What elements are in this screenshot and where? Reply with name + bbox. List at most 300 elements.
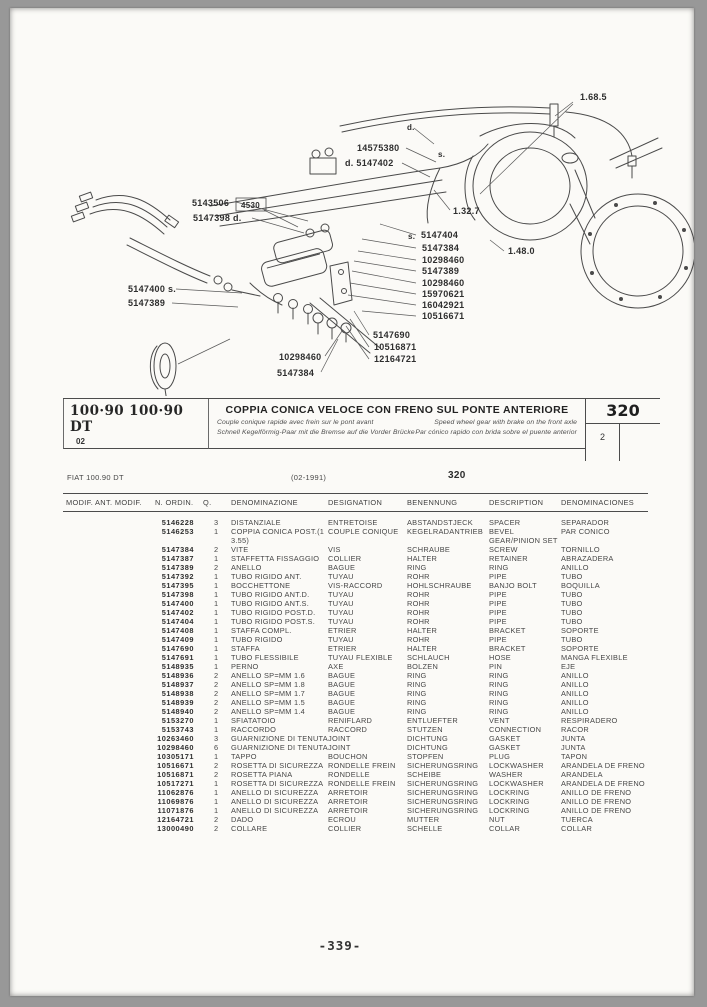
- col-q: 1: [214, 599, 219, 608]
- page-title: COPPIA CONICA VELOCE CON FRENO SUL PONTE ANTERIORE: [225, 404, 569, 416]
- col-denominaciones: ANILLO DE FRENO: [561, 806, 632, 815]
- col-designation: ARRETOIR: [328, 797, 369, 806]
- col-q: 2: [214, 815, 219, 824]
- col-designation: RACCORD: [328, 725, 368, 734]
- col-denominazione: COPPIA CONICA POST.(1 3.55): [231, 527, 325, 545]
- section-cell: [585, 399, 660, 461]
- table-row: [63, 635, 648, 644]
- col-denominaciones: EJE: [561, 662, 576, 671]
- col-description: PIPE: [489, 635, 507, 644]
- table-row: [63, 590, 648, 599]
- col-n-ordin: 10516871: [157, 770, 194, 779]
- col-q: 1: [214, 581, 219, 590]
- col-n-ordin: 5148940: [161, 707, 194, 716]
- col-ant-modif: [95, 608, 155, 617]
- diagram-part-label: s.: [408, 232, 416, 241]
- col-denominaciones: SEPARADOR: [561, 518, 610, 527]
- table-row: [63, 752, 648, 761]
- col-benennung: RING: [407, 671, 427, 680]
- col-q: 1: [214, 572, 219, 581]
- col-designation: BAGUE: [328, 563, 356, 572]
- col-benennung: ROHR: [407, 635, 430, 644]
- col-n-ordin: 5147409: [161, 635, 194, 644]
- col-ant-modif: [95, 716, 155, 725]
- table-row: [63, 779, 648, 788]
- col-q: 2: [214, 824, 219, 833]
- col-modif: [63, 698, 95, 707]
- col-q: 2: [214, 545, 219, 554]
- diagram-part-label: 5147389: [128, 298, 166, 308]
- col-modif: [63, 815, 95, 824]
- col-q: 2: [214, 689, 219, 698]
- diagram-part-label: 5147690: [373, 330, 411, 340]
- col-denominazione: GUARNIZIONE DI TENUTA: [231, 734, 328, 743]
- col-n-ordin: 5148936: [161, 671, 194, 680]
- col-description: LOCKWASHER: [489, 761, 544, 770]
- col-q: 2: [214, 680, 219, 689]
- col-n-ordin: 5148935: [161, 662, 194, 671]
- col-designation: TUYAU: [328, 608, 354, 617]
- diagram-part-label: d.: [407, 123, 415, 132]
- col-description: GASKET: [489, 734, 521, 743]
- col-benennung: BOLZEN: [407, 662, 439, 671]
- column-header-modif: MODIF.: [66, 498, 94, 507]
- table-row: [63, 806, 648, 815]
- col-denominaciones: TUERCA: [561, 815, 593, 824]
- col-n-ordin: 5147404: [161, 617, 194, 626]
- col-benennung: RING: [407, 680, 427, 689]
- col-modif: [63, 824, 95, 833]
- col-benennung: SCHELLE: [407, 824, 443, 833]
- col-description: VENT: [489, 716, 510, 725]
- col-designation: JOINT: [328, 734, 351, 743]
- col-denominazione: TUBO RIGIDO: [231, 635, 283, 644]
- col-ant-modif: [95, 743, 155, 752]
- col-denominaciones: RESPIRADERO: [561, 716, 618, 725]
- col-description: PIPE: [489, 608, 507, 617]
- col-denominaciones: TORNILLO: [561, 545, 600, 554]
- col-denominazione: ANELLO SP=MM 1.7: [231, 689, 306, 698]
- parts-table-body: [63, 518, 648, 833]
- col-modif: [63, 752, 95, 761]
- col-description: RETAINER: [489, 554, 528, 563]
- col-benennung: SICHERUNGSRING: [407, 779, 479, 788]
- col-description: CONNECTION: [489, 725, 542, 734]
- col-ant-modif: [95, 725, 155, 734]
- col-denominazione: ROSETTA DI SICUREZZA: [231, 761, 324, 770]
- col-n-ordin: 10263460: [157, 734, 194, 743]
- diagram-part-label: 12164721: [374, 354, 417, 364]
- col-q: 1: [214, 590, 219, 599]
- diagram-part-label: 1.32.7: [453, 206, 480, 216]
- col-ant-modif: [95, 626, 155, 635]
- col-denominaciones: ANILLO: [561, 698, 589, 707]
- col-description: PIPE: [489, 572, 507, 581]
- col-denominazione: PERNO: [231, 662, 259, 671]
- col-benennung: RING: [407, 689, 427, 698]
- col-benennung: ROHR: [407, 617, 430, 626]
- col-ant-modif: [95, 653, 155, 662]
- col-modif: [63, 725, 95, 734]
- col-description: PLUG: [489, 752, 511, 761]
- col-description: GASKET: [489, 743, 521, 752]
- col-q: 1: [214, 626, 219, 635]
- col-n-ordin: 5147384: [161, 545, 194, 554]
- table-row: [63, 815, 648, 824]
- col-ant-modif: [95, 689, 155, 698]
- col-denominazione: TAPPO: [231, 752, 257, 761]
- col-designation: ARRETOIR: [328, 806, 369, 815]
- table-row: [63, 581, 648, 590]
- col-denominazione: TUBO FLESSIBILE: [231, 653, 299, 662]
- col-ant-modif: [95, 581, 155, 590]
- col-denominaciones: TUBO: [561, 572, 583, 581]
- col-denominaciones: BOQUILLA: [561, 581, 600, 590]
- col-designation: BAGUE: [328, 671, 356, 680]
- parts-table: [63, 493, 648, 833]
- col-designation: ETRIER: [328, 626, 357, 635]
- column-header-designation: DESIGNATION: [328, 498, 383, 507]
- col-denominaciones: TUBO: [561, 635, 583, 644]
- col-denominazione: BOCCHETTONE: [231, 581, 291, 590]
- col-designation: VIS-RACCORD: [328, 581, 383, 590]
- parts-exploded-diagram: [10, 8, 694, 396]
- col-denominazione: SFIATATOIO: [231, 716, 276, 725]
- col-modif: [63, 644, 95, 653]
- col-ant-modif: [95, 761, 155, 770]
- col-denominaciones: COLLAR: [561, 824, 593, 833]
- table-row: [63, 617, 648, 626]
- model-codes: 100·90 100·90 DT: [70, 403, 184, 435]
- subtitle-french: Couple conique rapide avec frein sur le pont avant: [217, 419, 374, 426]
- subtitle-english: Speed wheel gear with brake on the front axle: [434, 419, 577, 426]
- col-modif: [63, 626, 95, 635]
- col-denominaciones: TUBO: [561, 617, 583, 626]
- table-row: [63, 554, 648, 563]
- col-benennung: MUTTER: [407, 815, 440, 824]
- diagram-part-label: 5147384: [422, 243, 460, 253]
- col-ant-modif: [95, 644, 155, 653]
- col-n-ordin: 10517271: [157, 779, 194, 788]
- col-modif: [63, 662, 95, 671]
- col-description: PIPE: [489, 617, 507, 626]
- col-n-ordin: 5147690: [161, 644, 194, 653]
- table-row: [63, 518, 648, 527]
- col-q: 1: [214, 662, 219, 671]
- col-benennung: ROHR: [407, 599, 430, 608]
- col-ant-modif: [95, 770, 155, 779]
- col-n-ordin: 12164721: [157, 815, 194, 824]
- diagram-part-label: 16042921: [422, 300, 465, 310]
- col-benennung: KEGELRADANTRIEB: [407, 527, 484, 536]
- col-q: 1: [214, 527, 219, 536]
- col-denominaciones: MANGA FLEXIBLE: [561, 653, 628, 662]
- col-q: 1: [214, 617, 219, 626]
- col-benennung: SICHERUNGSRING: [407, 806, 479, 815]
- col-benennung: HALTER: [407, 554, 438, 563]
- diagram-part-label: 5147384: [277, 368, 315, 378]
- col-benennung: STUTZEN: [407, 725, 443, 734]
- col-modif: [63, 635, 95, 644]
- col-benennung: SICHERUNGSRING: [407, 797, 479, 806]
- col-denominazione: STAFFETTA FISSAGGIO: [231, 554, 320, 563]
- col-designation: ARRETOIR: [328, 788, 369, 797]
- meta-section-number: 320: [448, 470, 466, 481]
- diagram-part-label: 5147398 d.: [193, 213, 242, 223]
- diagram-part-label: 1.68.5: [580, 92, 607, 102]
- col-n-ordin: 11069876: [157, 797, 194, 806]
- col-description: LOCKRING: [489, 797, 530, 806]
- col-denominazione: ANELLO SP=MM 1.6: [231, 671, 306, 680]
- table-row: [63, 563, 648, 572]
- col-n-ordin: 10516671: [157, 761, 194, 770]
- col-designation: TUYAU: [328, 599, 354, 608]
- col-designation: COLLIER: [328, 824, 362, 833]
- col-description: LOCKWASHER: [489, 779, 544, 788]
- col-benennung: DICHTUNG: [407, 743, 449, 752]
- col-ant-modif: [95, 554, 155, 563]
- column-header-description: DESCRIPTION: [489, 498, 544, 507]
- table-row: [63, 788, 648, 797]
- col-benennung: SICHERUNGSRING: [407, 788, 479, 797]
- col-modif: [63, 689, 95, 698]
- col-benennung: RING: [407, 698, 427, 707]
- col-ant-modif: [95, 752, 155, 761]
- col-benennung: RING: [407, 707, 427, 716]
- col-ant-modif: [95, 680, 155, 689]
- table-meta: [63, 470, 660, 485]
- col-modif: [63, 680, 95, 689]
- col-designation: ECROU: [328, 815, 356, 824]
- col-benennung: ROHR: [407, 572, 430, 581]
- col-modif: [63, 527, 95, 545]
- col-n-ordin: 5147395: [161, 581, 194, 590]
- col-n-ordin: 5147400: [161, 599, 194, 608]
- col-n-ordin: 5146228: [161, 518, 194, 527]
- col-denominaciones: ANILLO: [561, 680, 589, 689]
- table-row: [63, 761, 648, 770]
- table-row: [63, 653, 648, 662]
- col-benennung: HALTER: [407, 626, 438, 635]
- col-designation: TUYAU: [328, 635, 354, 644]
- col-denominazione: STAFFA: [231, 644, 260, 653]
- table-row: [63, 716, 648, 725]
- col-ant-modif: [95, 788, 155, 797]
- column-header-denominazione: DENOMINAZIONE: [231, 498, 298, 507]
- column-header-q: Q.: [203, 498, 212, 507]
- col-designation: AXE: [328, 662, 344, 671]
- col-ant-modif: [95, 824, 155, 833]
- col-description: BRACKET: [489, 626, 526, 635]
- col-q: 1: [214, 797, 219, 806]
- col-modif: [63, 716, 95, 725]
- col-denominaciones: ANILLO DE FRENO: [561, 797, 632, 806]
- col-description: PIPE: [489, 599, 507, 608]
- table-row: [63, 689, 648, 698]
- catalog-page: [10, 8, 694, 996]
- table-row: [63, 644, 648, 653]
- col-benennung: SICHERUNGSRING: [407, 761, 479, 770]
- col-denominazione: ANELLO DI SICUREZZA: [231, 788, 319, 797]
- col-denominaciones: ANILLO: [561, 563, 589, 572]
- col-n-ordin: 5147392: [161, 572, 194, 581]
- col-n-ordin: 10305171: [157, 752, 194, 761]
- col-denominazione: STAFFA COMPL.: [231, 626, 292, 635]
- col-description: RING: [489, 689, 509, 698]
- col-modif: [63, 545, 95, 554]
- diagram-part-label: 5143506: [192, 198, 230, 208]
- meta-date-code: (02-1991): [291, 473, 327, 482]
- col-modif: [63, 770, 95, 779]
- diagram-part-label: 1.48.0: [508, 246, 535, 256]
- col-n-ordin: 5148937: [161, 680, 194, 689]
- col-description: NUT: [489, 815, 505, 824]
- col-n-ordin: 5153270: [161, 716, 194, 725]
- diagram-part-label: 10298460: [279, 352, 322, 362]
- col-ant-modif: [95, 707, 155, 716]
- col-modif: [63, 797, 95, 806]
- col-designation: BAGUE: [328, 689, 356, 698]
- col-n-ordin: 11062876: [157, 788, 194, 797]
- front-axle-drawing: [465, 124, 694, 309]
- col-ant-modif: [95, 599, 155, 608]
- col-ant-modif: [95, 635, 155, 644]
- col-benennung: DICHTUNG: [407, 734, 449, 743]
- col-denominaciones: TAPON: [561, 752, 588, 761]
- col-ant-modif: [95, 572, 155, 581]
- col-denominaciones: ARANDELA DE FRENO: [561, 779, 645, 788]
- col-description: RING: [489, 707, 509, 716]
- table-row: [63, 671, 648, 680]
- column-header-benennung: BENENNUNG: [407, 498, 458, 507]
- col-benennung: SCHRAUBE: [407, 545, 451, 554]
- col-designation: ETRIER: [328, 644, 357, 653]
- master-cylinder-drawing: [250, 224, 352, 324]
- col-description: LOCKRING: [489, 806, 530, 815]
- col-designation: RONDELLE FREIN: [328, 761, 396, 770]
- table-row: [63, 527, 648, 545]
- col-designation: RONDELLE: [328, 770, 370, 779]
- col-description: LOCKRING: [489, 788, 530, 797]
- parts-table-header: [63, 493, 648, 512]
- col-designation: BAGUE: [328, 707, 356, 716]
- col-ant-modif: [95, 806, 155, 815]
- col-denominazione: TUBO RIGIDO ANT.S.: [231, 599, 310, 608]
- col-ant-modif: [95, 662, 155, 671]
- col-description: RING: [489, 563, 509, 572]
- table-row: [63, 797, 648, 806]
- diagram-part-label: 10298460: [422, 255, 465, 265]
- col-denominazione: DADO: [231, 815, 254, 824]
- col-designation: BOUCHON: [328, 752, 368, 761]
- col-description: BRACKET: [489, 644, 526, 653]
- col-n-ordin: 13000490: [157, 824, 194, 833]
- column-header-n-ordin: N. ORDIN.: [155, 498, 194, 507]
- col-denominazione: ANELLO: [231, 563, 262, 572]
- col-n-ordin: 5148938: [161, 689, 194, 698]
- table-row: [63, 608, 648, 617]
- col-q: 2: [214, 707, 219, 716]
- col-description: SPACER: [489, 518, 521, 527]
- diagram-part-label: d. 5147402: [345, 158, 394, 168]
- col-ant-modif: [95, 671, 155, 680]
- col-designation: COUPLE CONIQUE: [328, 527, 399, 536]
- col-modif: [63, 707, 95, 716]
- table-row: [63, 824, 648, 833]
- col-modif: [63, 563, 95, 572]
- col-ant-modif: [95, 815, 155, 824]
- col-q: 6: [214, 743, 219, 752]
- col-designation: ENTRETOISE: [328, 518, 378, 527]
- col-designation: BAGUE: [328, 680, 356, 689]
- col-designation: TUYAU: [328, 572, 354, 581]
- table-row: [63, 725, 648, 734]
- col-q: 1: [214, 716, 219, 725]
- col-q: 2: [214, 698, 219, 707]
- col-q: 1: [214, 608, 219, 617]
- col-n-ordin: 5148939: [161, 698, 194, 707]
- col-ant-modif: [95, 527, 155, 545]
- col-denominaciones: JUNTA: [561, 734, 586, 743]
- col-ant-modif: [95, 590, 155, 599]
- col-q: 1: [214, 725, 219, 734]
- col-modif: [63, 671, 95, 680]
- diagram-part-label: s.: [438, 150, 446, 159]
- unions-and-pins-drawing: [310, 298, 380, 353]
- col-denominazione: RACCORDO: [231, 725, 277, 734]
- col-description: COLLAR: [489, 824, 521, 833]
- col-q: 2: [214, 563, 219, 572]
- diagram-part-label: 14575380: [357, 143, 400, 153]
- col-n-ordin: 5147387: [161, 554, 194, 563]
- col-n-ordin: 5147398: [161, 590, 194, 599]
- diagram-part-label: 4530: [241, 201, 260, 210]
- col-designation: TUYAU: [328, 590, 354, 599]
- page-number: -339-: [318, 938, 362, 953]
- col-designation: TUYAU FLEXIBLE: [328, 653, 393, 662]
- col-n-ordin: 10298460: [157, 743, 194, 752]
- col-description: BANJO BOLT: [489, 581, 537, 590]
- col-modif: [63, 779, 95, 788]
- col-benennung: RING: [407, 563, 427, 572]
- table-row: [63, 572, 648, 581]
- col-ant-modif: [95, 545, 155, 554]
- col-modif: [63, 761, 95, 770]
- col-denominaciones: TUBO: [561, 590, 583, 599]
- col-denominaciones: RACOR: [561, 725, 589, 734]
- col-denominaciones: SOPORTE: [561, 644, 599, 653]
- col-description: RING: [489, 671, 509, 680]
- col-ant-modif: [95, 617, 155, 626]
- table-row: [63, 545, 648, 554]
- col-denominaciones: JUNTA: [561, 743, 586, 752]
- col-n-ordin: 11071876: [157, 806, 194, 815]
- table-row: [63, 626, 648, 635]
- col-denominazione: ROSETTA PIANA: [231, 770, 293, 779]
- col-denominaciones: TUBO: [561, 608, 583, 617]
- col-modif: [63, 806, 95, 815]
- column-header-denominaciones: DENOMINACIONES: [561, 498, 635, 507]
- col-modif: [63, 590, 95, 599]
- flexible-hoses-drawing: [71, 192, 260, 296]
- col-description: WASHER: [489, 770, 523, 779]
- col-ant-modif: [95, 779, 155, 788]
- column-header-ant-modif: ANT. MODIF.: [95, 498, 142, 507]
- subtitle-spanish: Par cónico rapido con brida sobre el puente anterior: [415, 429, 577, 436]
- col-ant-modif: [95, 734, 155, 743]
- col-ant-modif: [95, 698, 155, 707]
- col-description: RING: [489, 698, 509, 707]
